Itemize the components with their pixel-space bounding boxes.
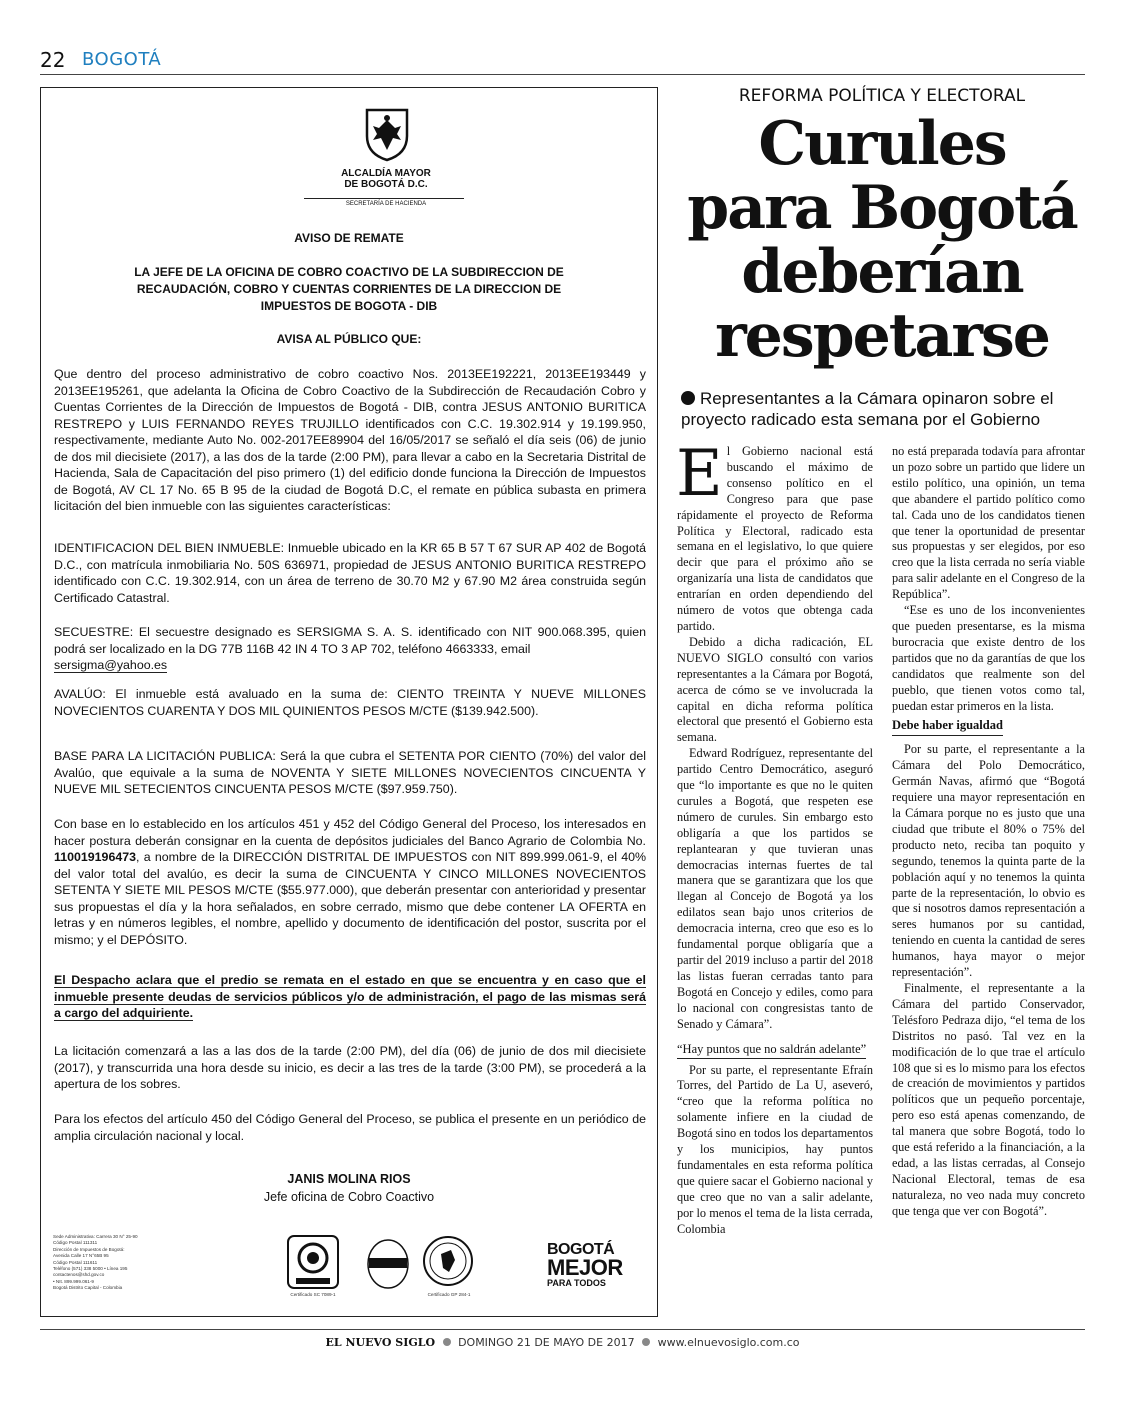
notice-paragraph: IDENTIFICACION DEL BIEN INMUEBLE: Inmueble ubicado en la KR 65 B 57 T 67 SUR AP 402 de Bogotá D.C., con matrícula inmobiliaria No. 50S 636971, propiedad de JESUS ANTONIO BURITICA RESTREPO identificado con C.C. 19.302.914, con un área de terreno de 30.70 M2 y 67.90 M2 área construida según Certificado Catastral.: [54, 541, 646, 605]
notice-paragraph: La licitación comenzará a las a las dos de la tarde (2:00 PM), del día (06) de junio de dos mil diecisiete (2017), y transcurrida una hora desde su inicio, es decir a las tres de la tarde (3:00 PM), se procederá a la apertura de los sobres.: [54, 1044, 646, 1091]
notice-paragraph: AVALÚO: El inmueble está avaluado en la suma de: CIENTO TREINTA Y NUEVE MILLONES NOVECIENTOS CUARENTA Y DOS MIL QUINIENTOS PESOS M/CTE ($139.942.500).: [54, 687, 646, 718]
legal-notice-box: [40, 87, 658, 1317]
account-number: 110019196473: [54, 850, 137, 864]
page-footer: [40, 1336, 1085, 1349]
entity-subtitle: SECRETARÍA DE HACIENDA: [345, 201, 427, 207]
section-label: BOGOTÁ: [82, 49, 162, 70]
drop-cap: E: [676, 437, 723, 511]
bullet-icon: [443, 1338, 451, 1346]
notice-issuer: LA JEFE DE LA OFICINA DE COBRO COACTIVO DE LA SUBDIRECCION DE RECAUDACIÓN, COBRO Y CUENTAS CORRIENTES DE LA DIRECCION DE IMPUESTOS DE BOGOTA - DIB: [134, 265, 564, 313]
certificate-label: Certificado SC 7089-1: [290, 1292, 336, 1297]
signer-name: JANIS MOLINA RIOS: [287, 1172, 411, 1186]
notice-disclaimer: El Despacho aclara que el predio se remata en el estado en que se encuentra y en caso que el inmueble presente deudas de servicios públicos y/o de administración, el pago de las mismas será a cargo del adquiriente.: [54, 973, 646, 1020]
signer-role: Jefe oficina de Cobro Coactivo: [263, 1190, 435, 1204]
notice-paragraph: SECUESTRE: El secuestre designado es SERSIGMA S. A. S. identificado con NIT 900.068.395, quien podrá ser localizado en la DG 77B 116B 42 IN 4 TO 3 AP 702, teléfono 4663333, email sersigma@yahoo.es: [54, 625, 646, 672]
notice-paragraph: BASE PARA LA LICITACIÓN PUBLICA: Será la que cubra el SETENTA POR CIENTO (70%) del valor del Avalúo, que equivale a la suma de NOVENTA Y SIETE MILLONES NOVECIENTOS CINCUENTA Y NUEVE MIL SETECIENTOS CINCUENTA PESOS M/CTE ($97.959.750).: [54, 749, 646, 796]
website-link[interactable]: www.elnuevosiglo.com.co: [657, 1336, 800, 1349]
notice-title: AVISO DE REMATE: [294, 231, 404, 245]
notice-paragraph: Que dentro del proceso administrativo de cobro coactivo Nos. 2013EE192221, 2013EE193449 y 2013EE195261, que adelanta la Oficina de Cobro Coactivo de la Subdirección de Recaudación Cobro y Cuentas Corrientes de la Dirección de Impuestos de Bogotá - DIB, contra JESUS ANTONIO BURITICA RESTREPO y LUIS FERNANDO REYES TRUJILLO identificados con C.C. 19.302.914 y 19.199.950, respectivamente, mediante Auto No. 002-2017EE89904 del 16/05/2017 se señaló el día seis (06) de junio de dos mil diecisiete (2017), a las dos de la tarde (2:00 PM), para llevar a cabo en la Secretaria Distrital de Hacienda, Sala de Capacitación del piso primero (1) del edificio donde funciona la Dirección de Impuestos de Bogotá, AV CL 17 No. 65 B 95 de la ciudad de Bogotá D.C, el remate en pública subasta en primera licitación del bien inmueble con las siguientes características:: [54, 367, 646, 513]
entity-divider: [304, 198, 464, 199]
page-number: 22: [40, 48, 66, 72]
article-subhead: “Hay puntos que no saldrán adelante”: [677, 1041, 873, 1057]
notice-announcement: AVISA AL PÚBLICO QUE:: [276, 332, 422, 346]
article-column-2: no está preparada todavía para afrontar un pozo sobre un partido que lidere un estilo político, una opinión, un tema que abandere el partido político como tal. Cada uno de los candidatos tienen que tener la oportunidad de presentar sus propuestas y ser elegidos, por eso creo que la lista cerrada no sería viable para salir adelante en el Congreso de la República”. “Ese es uno de los inconvenientes que pueden presentarse, es la misma burocracia que existe dentro de los partidos que no da garantías de que los candidatos que realmente son del pueblo, que tienen votos como tal, puedan estar primeros en la lista. Debe haber igualdad Por su parte, el representante a la Cámara del Polo Democrático, Germán Navas, afirmó que “Bogotá requiere una mayor representación en la Cámara porque no es justo que una ciudad que tribute el 80% o 75% del producto neto, reciba tan poquito y segundo, tenemos la quinta parte de la población aquí y no tenemos la quinta parte de la representación, lo obvio es que si nosotros damos representación a seres humanos por su cantidad, teniendo en cuenta la cantidad de seres humanos, haya mayor o mejor representación”. Finalmente, el representante a la Cámara del partido Conservador, Telésforo Pedraza dijo, “el tema de los Distritos no pasó. Tal vez en la modificación de lo que trae el artículo 108 que si es lo mismo para los efectos de creación de movimientos y partidos políticos que un pequeño porcentaje, pero eso está apenas comenzando, de tal manera que sobre Bogotá, todo lo que está referido a la financiación, a la edad, a las listas cerradas, al Consejo Nacional Electoral, temas de esa naturaleza, no veo nada muy concreto que tenga que ver con Bogotá”.: [892, 444, 1085, 1218]
issue-date: DOMINGO 21 DE MAYO DE 2017: [458, 1336, 635, 1349]
coat-of-arms-icon: [361, 106, 413, 162]
iso-certification-icon: [286, 1234, 340, 1294]
bogota-mejor-logo: BOGOTÁ MEJOR PARA TODOS: [547, 1241, 623, 1288]
article-subhead: Debe haber igualdad: [892, 718, 1003, 736]
iqnet-icon: [361, 1234, 415, 1294]
article-kicker: REFORMA POLÍTICA Y ELECTORAL: [738, 86, 1026, 106]
bullet-icon: [642, 1338, 650, 1346]
address-block: Sede Administrativa: Carrera 30 N° 25-90 Código Postal 111311 Dirección de Impuestos de Bogotá: Avenida Calle 17 N°65B 95 Código Postal 111611 Teléfono (571) 338 5000 • Línea 195 contactenos@shd.gov.co • NIt. 899.999.061-9 Bogotá Distrito Capital - Colombia: [53, 1234, 138, 1291]
email-link[interactable]: sersigma@yahoo.es: [54, 658, 168, 672]
article-column-1: El Gobierno nacional está buscando el máximo de consenso político en el Congreso para que pase rápidamente el proyecto de Reforma Política y Electoral, radicado esta semana en el legislativo, lo que quiere decir que para el próximo año se organizaría una lista de candidatos que entrarían en orden dependiendo del número de votos que obtenga cada partido. Debido a dicha radicación, EL NUEVO SIGLO consultó con varios representantes a la Cámara por Bogotá, acerca de cómo se ve involucrada la capital en dicha reforma política electoral que presentó el Gobierno esta semana. Edward Rodríguez, representante del partido Centro Democrático, aseguró que “lo importante es que no le quiten curules a Bogotá, que respeten ese número de curules. Sin embargo esto obligaría a que los partidos se replantearan y que tuvieran unas democracias internas fuertes de tal manera que se garantizara que los que llegan al Concejo de Bogotá ya los edilatos sean bajo unos criterios de democracia interna, creo que eso es lo fundamental porque obligaría que a partir del 2019 incluso a partir del 2018 las listas fueran cerradas tanto para Bogotá en Concejo y ediles, como para lo nacional con congresistas tanto de Senado y Cámara”. “Hay puntos que no saldrán adelante” Por su parte, el representante Efraín Torres, del Partido de La U, aseveró, “creo que la reforma política no solamente infiere en la ciudad de Bogotá sino en todos los departamentos y los municipios, hay puntos fundamentales en esta reforma política que quiere sacar el Gobierno nacional y que creo que no van a salir adelante, por lo menos el tema de la lista cerrada, Colombia: [676, 437, 873, 1236]
newspaper-name: EL NUEVO SIGLO: [325, 1336, 436, 1349]
certificate-label: Certificado GP 284-1: [427, 1292, 471, 1297]
entity-name: ALCALDÍA MAYOR DE BOGOTÁ D.C.: [341, 168, 431, 190]
quality-seal-icon: [421, 1234, 475, 1294]
page-header: [40, 48, 1085, 75]
notice-paragraph: Con base en lo establecido en los artículos 451 y 452 del Código General del Proceso, los interesados en hacer postura deberán consignar en la cuenta de depósitos judiciales del Banco Agrario de Colombia No. 110019196473, a nombre de la DIRECCIÓN DISTRITAL DE IMPUESTOS con NIT 899.999.061-9, el 40% del valor total del avalúo, es decir la suma de CINCUENTA Y CINCO MILLONES NOVECIENTOS SETENTA Y SIETE MIL PESOS M/CTE ($55.977.000), que deberán presentar con anterioridad y presentar sus propuestas el día y la hora señalados, en sobre cerrado, mismo que debe contener LA OFERTA en letras y en números legibles, el nombre, apellido y documento de identificación del postor, suscrita por el mismo; y el DEPÓSITO.: [54, 817, 646, 947]
footer-rule: [40, 1329, 1085, 1330]
article-headline: Curules para Bogotá deberían respetarse: [687, 109, 1077, 371]
article-dek: Representantes a la Cámara opinaron sobre el proyecto radicado esta semana por el Gobierno: [681, 389, 1054, 429]
bullet-icon: [681, 391, 695, 405]
notice-paragraph: Para los efectos del artículo 450 del Código General del Proceso, se publica el presente en un periódico de amplia circulación nacional y local.: [54, 1112, 646, 1143]
